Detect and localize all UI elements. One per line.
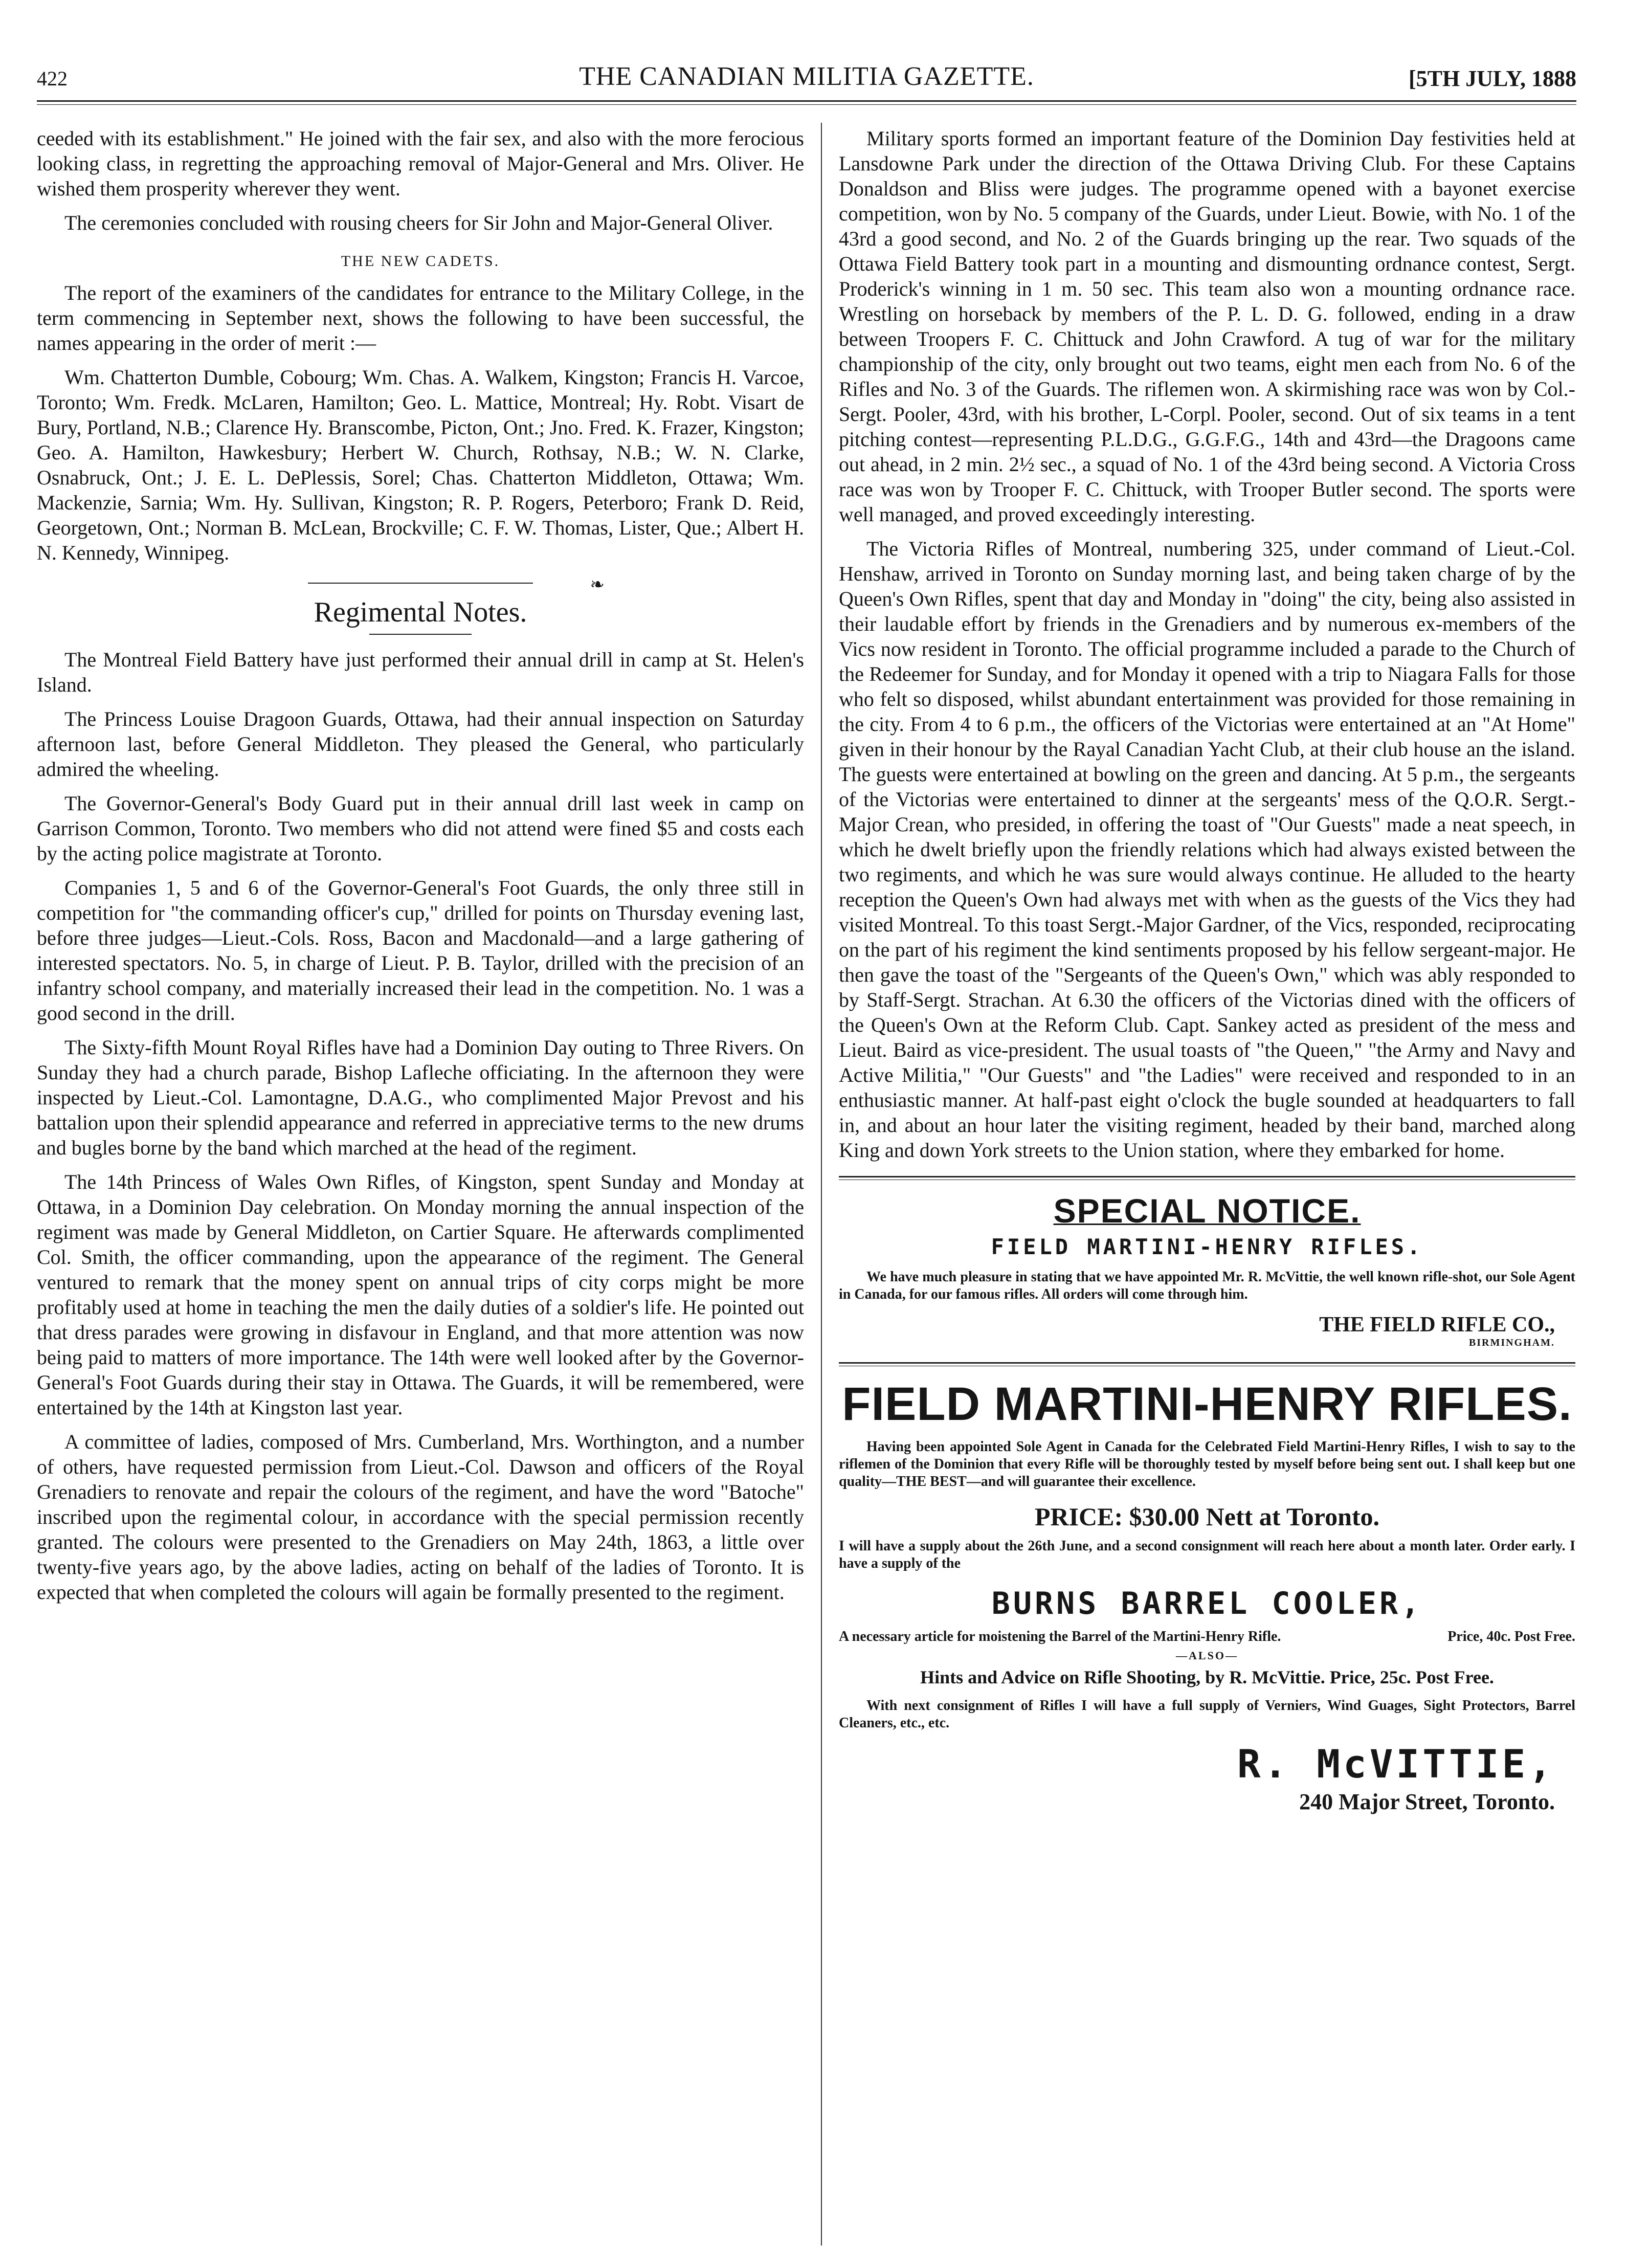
article-paragraph: The Montreal Field Battery have just performed their annual drill in camp at St. Helen's Island.: [37, 648, 804, 696]
ad-supply: I will have a supply about the 26th June, and a second consignment will reach here about a month later. Order early. I have a supply of the: [839, 1538, 1575, 1571]
cooler-title: BURNS BARREL COOLER,: [991, 1586, 1423, 1621]
notice-location: BIRMINGHAM.: [1468, 1337, 1555, 1348]
signature: R. McVITTIE,: [1237, 1741, 1555, 1787]
left-column: [37, 126, 804, 2238]
ad-rule: [839, 1362, 1575, 1364]
notice-title: SPECIAL NOTICE.: [1053, 1192, 1361, 1230]
page-header: [37, 61, 1576, 102]
article-paragraph: The 14th Princess of Wales Own Rifles, of Kingston, spent Sunday and Monday at Ottawa, in a Dominion Day celebration. On Monday morning the annual inspection of the regiment was made by General Middleton, on Cartier Square. He afterwards complimented Col. Smith, the officer commanding, upon the appearance of the regiment. The General ventured to remark that the money spent on annual trips of city corps might be more profitably used at home in teaching the men the daily duties of a soldier's life. He pointed out that dress parades were growing in disfavour in England, and that more attention was now being paid to matters of more importance. The 14th were well looked after by the Governor-General's Foot Guards during their stay in Ottawa. The Guards, it will be remembered, were entertained by the 14th at Kingston last year.: [37, 1170, 804, 1419]
article-paragraph: A committee of ladies, composed of Mrs. Cumberland, Mrs. Worthington, and a number of others, have requested permission from Lieut.-Col. Dawson and officers of the Royal Grenadiers to renovate and repair the colours of the regiment, and have the word "Batoche" inscribed upon the regimental colour, in accordance with the special permission recently granted. The colours were presented to the Grenadiers on May 24th, 1863, a little over twenty-five years ago, by the above ladies, acting on behalf of the ladies of Toronto. It is expected that when completed the colours will again be formally presented to the regiment.: [37, 1430, 804, 1604]
column-divider: [821, 123, 822, 2245]
special-notice: [839, 1191, 1575, 1349]
hints-line: Hints and Advice on Rifle Shooting, by R. McVittie. Price, 25c. Post Free.: [920, 1667, 1494, 1687]
ad-intro: Having been appointed Sole Agent in Canada for the Celebrated Field Martini-Henry Rifles, I wish to say to the riflemen of the Dominion that every Rifle will be thoroughly tested by myself before being sent out. I shall keep but one quality—THE BEST—and will guarantee their excellence.: [839, 1439, 1575, 1489]
cooler-price: Price, 40c. Post Free.: [1447, 1629, 1575, 1644]
article-paragraph: ceeded with its establishment." He joined with the fair sex, and also with the more ferocious looking class, in regretting the approaching removal of Major-General and Mrs. Oliver. He wished them prosperity wherever they went.: [37, 127, 804, 200]
article-paragraph: Companies 1, 5 and 6 of the Governor-General's Foot Guards, the only three still in competition for "the commanding officer's cup," drilled for points on Thursday evening last, before three judges—Lieut.-Cols. Ross, Bacon and Macdonald—and a large gathering of interested spectators. No. 5, in charge of Lieut. P. B. Taylor, drilled with the precision of an infantry school company, and materially increased their lead in the competition. No. 1 was a good second in the drill.: [37, 876, 804, 1025]
rifle-advertisement: [839, 1377, 1575, 1815]
issue-date: [5TH JULY, 1888: [1408, 66, 1576, 91]
header-rule-thin: [37, 104, 1576, 105]
article-paragraph: The report of the examiners of the candidates for entrance to the Military College, in the term commencing in September next, shows the following to have been successful, the names appearing in the order of merit :—: [37, 281, 804, 354]
page-number: 422: [37, 67, 68, 90]
notice-firm: THE FIELD RIFLE CO.,: [1319, 1313, 1555, 1337]
cooler-description: A necessary article for moistening the Barrel of the Martini-Henry Rifle.: [839, 1629, 1281, 1644]
notice-body: We have much pleasure in stating that we have appointed Mr. R. McVittie, the well known rifle-shot, our Sole Agent in Canada, for our famous rifles. All orders will come through him.: [839, 1269, 1575, 1302]
section-divider: [308, 575, 605, 594]
article-paragraph: The ceremonies concluded with rousing cheers for Sir John and Major-General Oliver.: [64, 211, 773, 234]
verniers-line: With next consignment of Rifles I will have a full supply of Verniers, Wind Guages, Sight Protectors, Barrel Cleaners, etc., etc.: [839, 1698, 1575, 1731]
ad-price: PRICE: $30.00 Nett at Toronto.: [1034, 1502, 1380, 1531]
article-paragraph: The Sixty-fifth Mount Royal Rifles have had a Dominion Day outing to Three Rivers. On Sunday they had a church parade, Bishop Lafleche officiating. In the afternoon they were inspected by Lieut.-Col. Lamontagne, D.A.G., who complimented Major Prevost and his battalion upon their splendid appearance and referred in appreciative terms to the new drums and bugles borne by the band which marched at the head of the regiment.: [37, 1036, 804, 1159]
ad-title: FIELD MARTINI-HENRY RIFLES.: [842, 1378, 1572, 1430]
also-label: —ALSO—: [1176, 1649, 1238, 1662]
notice-subtitle: FIELD MARTINI-HENRY RIFLES.: [991, 1234, 1423, 1259]
article-paragraph: The Governor-General's Body Guard put in their annual drill last week in camp on Garrison Common, Toronto. Two members who did not attend were fined $5 and costs each by the acting police magistrate at Toronto.: [37, 792, 804, 865]
cadets-heading: THE NEW CADETS.: [341, 253, 500, 270]
signature-address: 240 Major Street, Toronto.: [1299, 1789, 1555, 1814]
title-rule: [369, 634, 472, 635]
ornament-icon: ❧: [590, 575, 605, 594]
right-column: [839, 126, 1575, 2238]
article-paragraph: The Princess Louise Dragoon Guards, Ottawa, had their annual inspection on Saturday afternoon last, before General Middleton. They pleased the General, who particularly admired the wheeling.: [37, 707, 804, 781]
article-paragraph: Military sports formed an important feature of the Dominion Day festivities held at Lansdowne Park under the direction of the Ottawa Driving Club. For these Captains Donaldson and Bliss were judges. The programme opened with a bayonet exercise competition, won by No. 5 company of the Guards, under Lieut. Bowie, with No. 1 of the 43rd a good second, and No. 2 of the Guards bringing up the rear. Two squads of the Ottawa Field Battery took part in a mounting and dismounting ordnance contest, Sergt. Proderick's winning in 1 m. 50 sec. This team also won a mounting ordnance race. Wrestling on horseback by members of the P. L. D. G. followed, ending in a draw between Troopers F. C. Chittuck and John Crawford. A tug of war for the military championship of the city, only brought out two teams, eight men each from No. 6 of the Rifles and No. 3 of the Guards. The riflemen won. A skirmishing race was won by Col.-Sergt. Pooler, 43rd, with his brother, L-Corpl. Pooler, second. Out of six teams in a tent pitching contest—representing P.L.D.G., G.G.F.G., 14th and 43rd—the Dragoons came out ahead, in 2 min. 2½ sec., a squad of No. 1 of the 43rd being second. A Victoria Cross race was won by Trooper F. C. Chittuck, with Trooper Butler second. The sports were well managed, and proved exceedingly interesting.: [839, 127, 1575, 526]
masthead: THE CANADIAN MILITIA GAZETTE.: [579, 62, 1034, 91]
cadets-list: Wm. Chatterton Dumble, Cobourg; Wm. Chas. A. Walkem, Kingston; Francis H. Varcoe, Toronto; Wm. Fredk. McLaren, Hamilton; Geo. L. Mattice, Montreal; Hy. Robt. Visart de Bury, Portland, N.B.; Clarence Hy. Branscombe, Picton, Ont.; Jno. Fred. K. Frazer, Kingston; Geo. A. Hamilton, Hawkesbury; Herbert W. Church, Rothsay, N.B.; W. N. Clarke, Osnabruck, Ont.; J. E. L. DePlessis, Sorel; Chas. Chatterton Middleton, Ottawa; Wm. Mackenzie, Sarnia; Wm. Hy. Sullivan, Kingston; R. P. Rogers, Peterboro; Frank D. Reid, Georgetown, Ont.; Norman B. McLean, Brockville; C. F. W. Thomas, Lister, Que.; Albert H. N. Kennedy, Winnipeg.: [37, 366, 804, 564]
cooler-line: [839, 1629, 1575, 1645]
header-rule: [37, 100, 1576, 102]
ad-rule: [839, 1176, 1575, 1177]
section-title: Regimental Notes.: [314, 596, 527, 628]
article-paragraph: The Victoria Rifles of Montreal, numbering 325, under command of Lieut.-Col. Henshaw, arrived in Toronto on Sunday morning last, and being taken charge of by the Queen's Own Rifles, spent that day and Monday in "doing" the city, being also assisted in their laudable effort by friends in the Grenadiers and by numerous ex-members of the Vics now resident in Toronto. The official programme included a parade to the Church of the Redeemer for Sunday, and for Monday it opened with a trip to Niagara Falls for those who felt so disposed, whilst abundant entertainment was provided for those remaining in the city. From 4 to 6 p.m., the officers of the Victorias were entertained at an "At Home" given in their honour by the Rayal Canadian Yacht Club, at their club house an the island. The guests were entertained at bowling on the green and dancing. At 5 p.m., the sergeants of the Victorias were entertained to dinner at the sergeants' mess of the Q.O.R. Sergt.-Major Crean, who presided, in offering the toast of "Our Guests" made a neat speech, in which he dwelt briefly upon the friendly relations which had always existed between the two regiments, and which he was sure would always continue. He alluded to the hearty reception the Queen's Own had always met with when as the guests of the Vics they had visited Montreal. To this toast Sergt.-Major Gardner, of the Vics, responded, reciprocating on the part of his regiment the kind sentiments proposed by his fellow sergeant-major. He then gave the toast of the "Sergeants of the Queen's Own," which was ably responded to by Staff-Sergt. Strachan. At 6.30 the officers of the Victorias dined with the officers of the Queen's Own at the Reform Club. Capt. Sankey acted as president of the mess and Lieut. Baird as vice-president. The usual toasts of "the Queen," "the Army and Navy and Active Militia," "Our Guests" and "the Ladies" were received and responded to in an enthusiastic manner. At half-past eight o'clock the bugle sounded at headquarters to fall in, and about an hour later the visiting regiment, headed by their band, marched along King and down York streets to the Union station, where they embarked for home.: [839, 537, 1575, 1162]
